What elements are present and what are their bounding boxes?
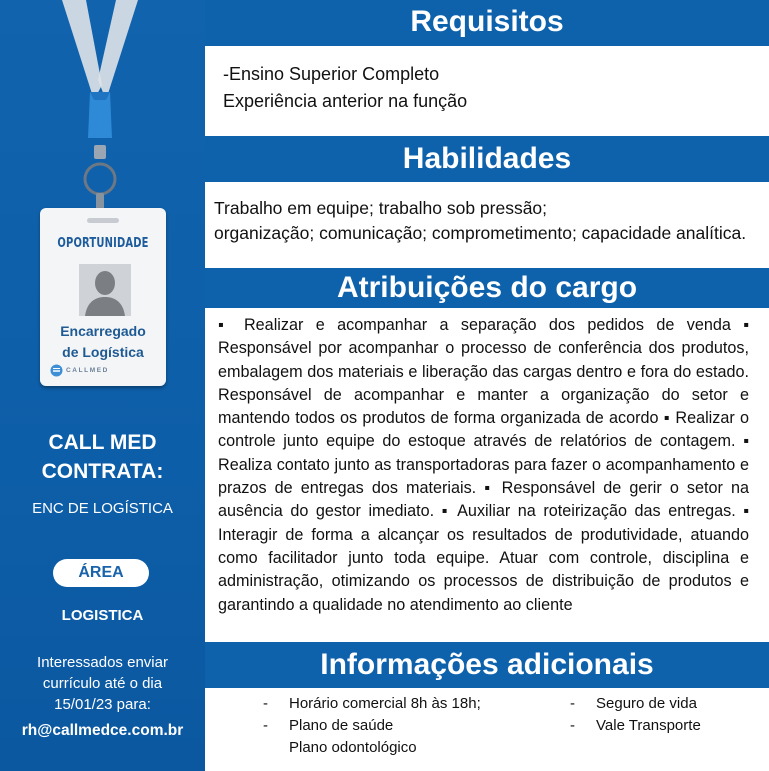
atribuicoes-box: [205, 308, 769, 642]
habilidades-box: [205, 182, 769, 268]
id-badge: [40, 208, 166, 386]
requisitos-box: [205, 46, 769, 136]
apply-line3: 15/01/23 para:: [54, 696, 151, 713]
callmed-logo: [50, 363, 109, 377]
badge-role-line2: de Logística: [62, 344, 144, 360]
bullet-dash: -: [263, 717, 268, 734]
badge-role: [40, 321, 166, 363]
hiring-line2: CONTRATA:: [41, 460, 164, 483]
logo-mark-icon: [50, 364, 63, 377]
apply-line2: currículo até o dia: [42, 675, 163, 692]
hiring-line1: CALL MED: [48, 431, 157, 454]
habilidades-heading: Habilidades: [205, 136, 769, 182]
requisito-item: -Ensino Superior Completo: [223, 64, 440, 84]
person-silhouette-icon: [79, 264, 131, 316]
informacoes-box: [205, 688, 769, 771]
atribuicoes-text: ▪ Realizar e acompanhar a separação dos pedidos de venda ▪ Responsável por acompanhar o processo de conferência dos produtos, embalagem dos materiais e liberação das cargas dentro e fora do estado. Responsável de acompanhar e manter a organização do setor e mantendo todos os produtos de forma organizada de acordo ▪ Realizar o controle junto equipe do estoque através de relatórios de contagem. ▪ Realiza contato junto as transportadoras para fazer o acompanhamento e prazos de entregas dos materiais. ▪ Responsável de gerir o setor na ausência do gestor imediato. ▪ Auxiliar na roteirização das entregas. ▪ Interagir de forma a alcançar os resultados de produtividade, atuando como facilitador junto toda equipe. Atuar com controle, disciplina e administração, otimizando os processos de distribuição de produtos e garantindo a qualidade no atendimento ao cliente: [218, 316, 749, 614]
benefit-label: Plano de saúde: [289, 717, 394, 734]
bullet-dash: -: [263, 695, 268, 712]
habilidades-line1: Trabalho em equipe; trabalho sob pressão;: [214, 198, 548, 218]
apply-instructions: [0, 652, 205, 715]
requisitos-heading: Requisitos: [205, 0, 769, 46]
badge-slot: [87, 218, 119, 223]
benefit-item: [263, 693, 481, 715]
benefits-column-2: [570, 693, 701, 737]
badge-title: OPORTUNIDADE: [57, 236, 149, 251]
avatar: [79, 264, 131, 316]
atribuicoes-heading: Atribuições do cargo: [205, 268, 769, 308]
benefit-item: [263, 737, 481, 759]
habilidades-text: [214, 196, 763, 246]
left-panel: [0, 0, 205, 771]
hiring-heading: [0, 428, 205, 486]
informacoes-heading: Informações adicionais: [205, 642, 769, 688]
bullet-dash: -: [570, 717, 575, 734]
benefit-item: [570, 693, 701, 715]
logo-text: CALLMED: [66, 366, 109, 374]
benefit-label: Vale Transporte: [596, 717, 701, 734]
habilidades-line2: organização; comunicação; comprometimento; capacidade analítica.: [214, 223, 747, 243]
apply-line1: Interessados enviar: [37, 654, 168, 671]
benefit-item: [570, 715, 701, 737]
requisito-item: Experiência anterior na função: [223, 91, 468, 111]
benefit-item: [263, 715, 481, 737]
benefit-label: Plano odontológico: [289, 739, 417, 756]
badge-clip-icon: [80, 145, 120, 215]
area-label: ÁREA: [53, 559, 149, 587]
position-name: ENC DE LOGÍSTICA: [32, 500, 173, 517]
bullet-dash: -: [570, 695, 575, 712]
benefits-column-1: [263, 693, 481, 759]
contact-email[interactable]: rh@callmedce.com.br: [21, 722, 184, 739]
benefit-label: Seguro de vida: [596, 695, 697, 712]
benefit-label: Horário comercial 8h às 18h;: [289, 695, 481, 712]
area-value: LOGISTICA: [61, 607, 144, 624]
lanyard-graphic: [60, 0, 140, 150]
badge-role-line1: Encarregado: [60, 323, 146, 339]
